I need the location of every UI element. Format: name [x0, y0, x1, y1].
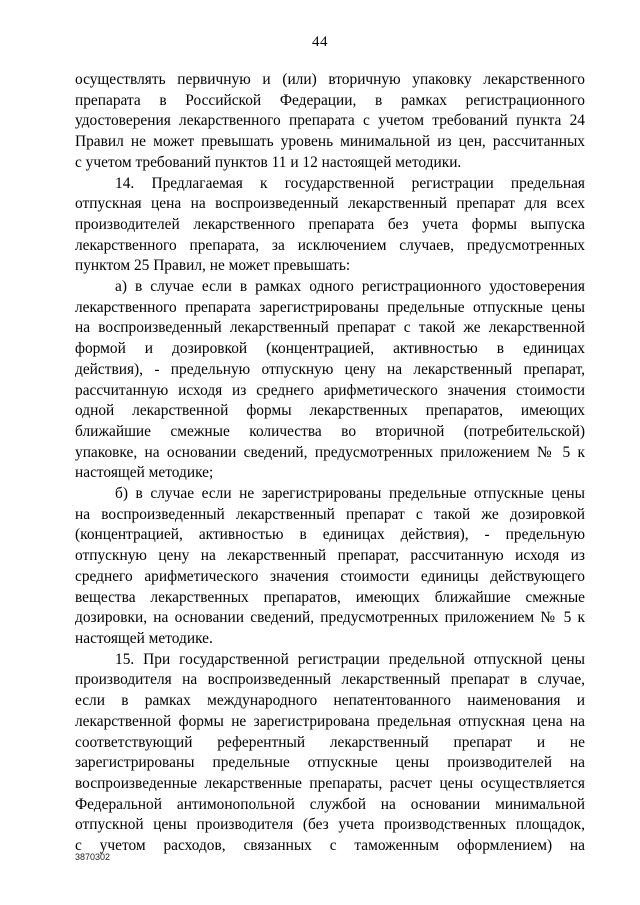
text-line: ближайшие смежные количества во вторичной (потребительской) — [75, 422, 585, 440]
text-line: формой и дозировкой (концентрацией, активностью в единицах — [75, 340, 585, 358]
text-line: лекарственного препарата зарегистрированы предельные отпускные цены — [75, 298, 585, 316]
text-line: действия), - предельную отпускную цену на лекарственный препарат, — [75, 360, 585, 378]
text-line: пунктом 25 Правил, не может превышать: — [75, 257, 351, 275]
text-line: настоящей методике; — [75, 464, 214, 482]
text-line: б) в случае если не зарегистрированы предельные отпускные цены — [115, 485, 585, 503]
text-line: (концентрацией, активностью в единицах действия), - предельную — [75, 526, 585, 544]
text-line: производителей лекарственного препарата без учета формы выпуска — [75, 215, 585, 233]
text-line: рассчитанную исходя из среднего арифметического значения стоимости — [75, 381, 585, 399]
text-line: зарегистрированы предельные отпускные цены производителей на — [75, 754, 585, 772]
text-line: на воспроизведенный лекарственный препарат с такой же лекарственной — [75, 319, 585, 337]
document-body — [75, 70, 585, 857]
text-line: отпускную цену на лекарственный препарат, рассчитанную исходя из — [75, 547, 585, 565]
page-number: 44 — [312, 34, 328, 50]
text-line: одной лекарственной формы лекарственных препаратов, имеющих — [75, 402, 585, 420]
text-line: удостоверения лекарственного препарата с учетом требований пункта 24 — [75, 112, 585, 130]
text-line: отпускной цены производителя (без учета производственных площадок, — [75, 816, 585, 834]
text-line: Федеральной антимонопольной службой на основании минимальной — [75, 795, 585, 813]
text-line: соответствующий референтный лекарственный препарат и не — [75, 733, 585, 751]
text-line: Правил не может превышать уровень минимальной из цен, рассчитанных — [75, 133, 585, 151]
text-line: настоящей методике. — [75, 629, 213, 647]
text-line: с учетом требований пунктов 11 и 12 настоящей методики. — [75, 153, 462, 171]
text-line: 15. При государственной регистрации предельной отпускной цены — [115, 650, 585, 668]
text-line: 14. Предлагаемая к государственной регистрации предельная — [115, 174, 585, 192]
text-line: воспроизведенные лекарственные препараты, расчет цены осуществляется — [75, 774, 585, 792]
text-line: упаковке, на основании сведений, предусмотренных приложением № 5 к — [75, 443, 585, 461]
document-id: 3870302 — [75, 852, 111, 862]
text-line: с учетом расходов, связанных с таможенным оформлением) на — [75, 837, 585, 855]
text-line: лекарственной формы не зарегистрирована предельная отпускная цена на — [75, 712, 585, 730]
text-line: среднего арифметического значения стоимости единицы действующего — [75, 567, 585, 585]
text-line: препарата в Российской Федерации, в рамках регистрационного — [75, 91, 585, 109]
text-line: на воспроизведенный лекарственный препарат с такой же дозировкой — [75, 505, 585, 523]
text-line: а) в случае если в рамках одного регистрационного удостоверения — [115, 278, 585, 296]
text-line: дозировки, на основании сведений, предусмотренных приложением № 5 к — [75, 609, 585, 627]
text-line: лекарственного препарата, за исключением случаев, предусмотренных — [75, 236, 585, 254]
text-line: вещества лекарственных препаратов, имеющих ближайшие смежные — [75, 588, 585, 606]
text-line: производителя на воспроизведенный лекарственный препарат в случае, — [75, 671, 585, 689]
text-line: осуществлять первичную и (или) вторичную упаковку лекарственного — [75, 71, 585, 88]
text-line: если в рамках международного непатентованного наименования и — [75, 692, 585, 710]
text-line: отпускная цена на воспроизведенный лекарственный препарат для всех — [75, 195, 585, 213]
